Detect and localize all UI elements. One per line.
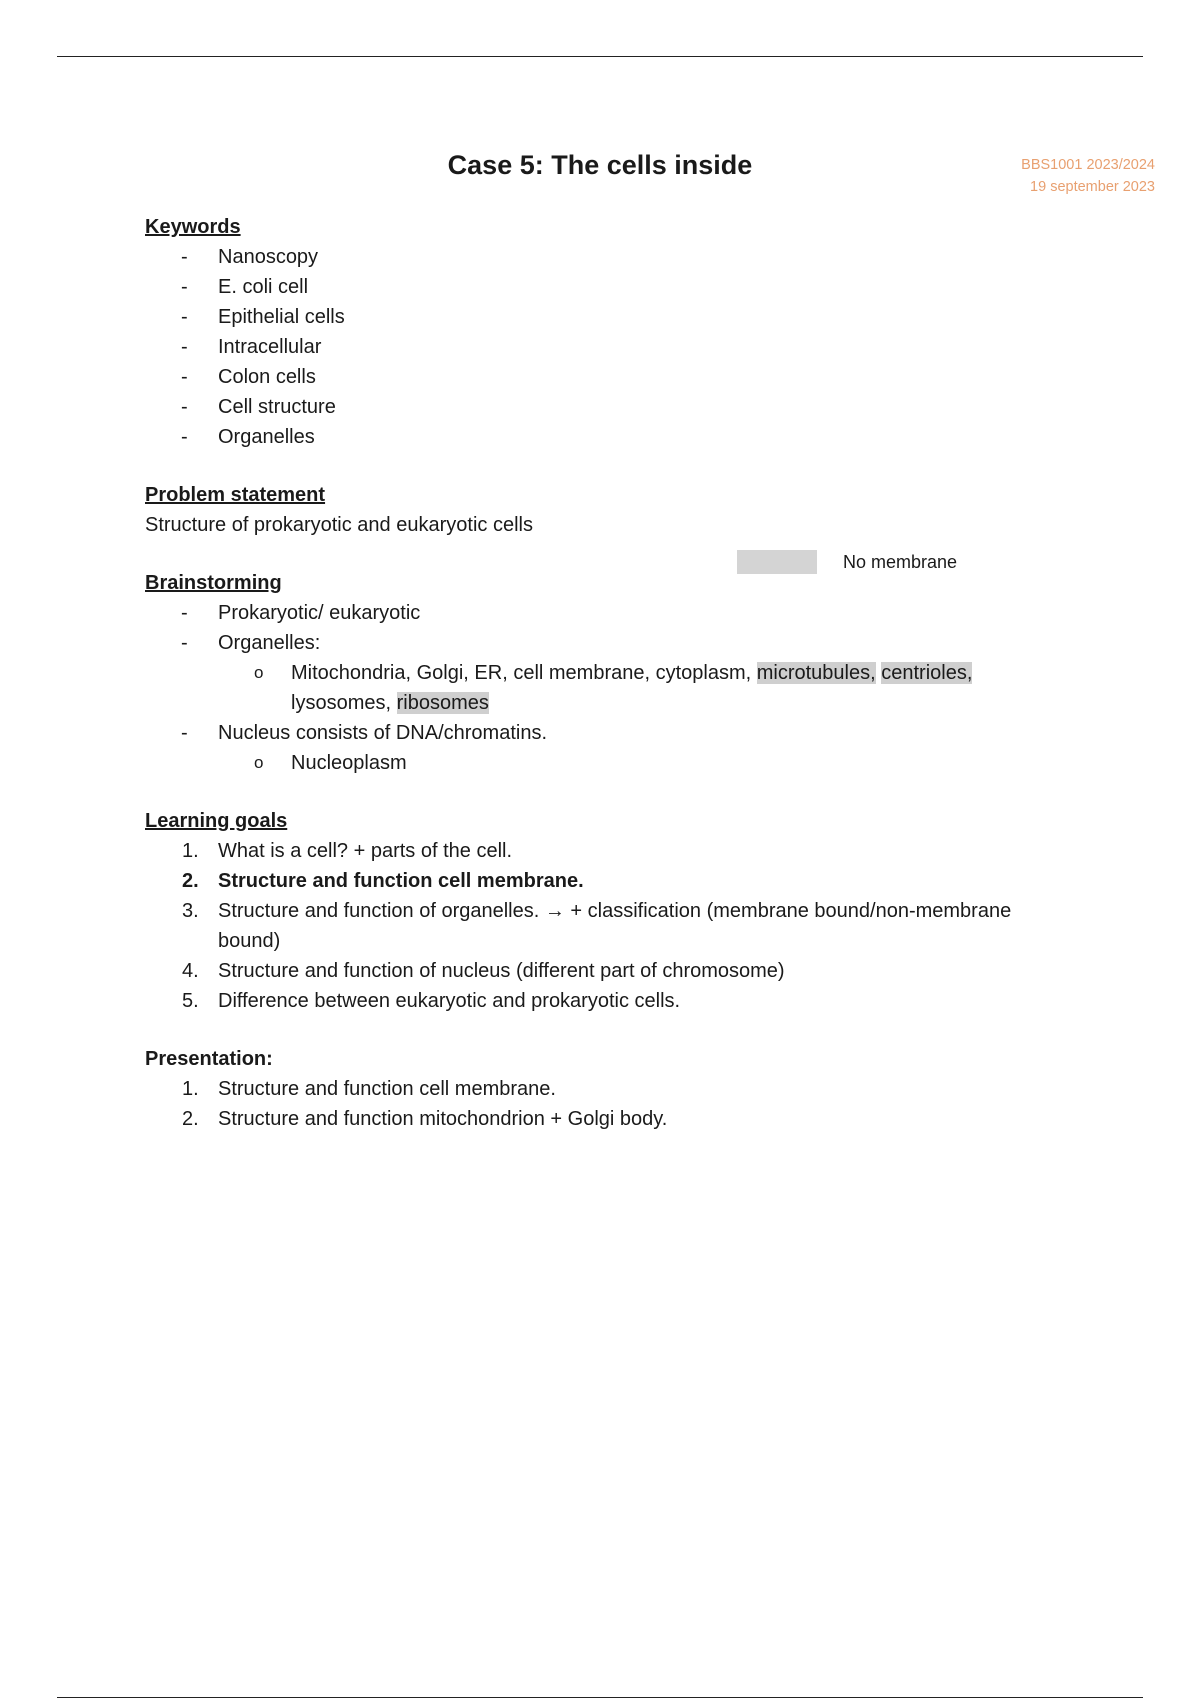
course-code: BBS1001 2023/2024 xyxy=(1021,157,1155,173)
learning-goals-heading: Learning goals xyxy=(145,810,288,832)
legend-label: No membrane xyxy=(843,552,958,572)
list-item: o Nucleoplasm xyxy=(254,752,407,774)
highlight-centrioles: centrioles, xyxy=(881,662,973,684)
list-item: - Organelles: o Mitochondria, Golgi, ER, cell membrane, cytoplasm, microtubules, centrioles, lysosomes, ribosomes xyxy=(145,628,1065,718)
list-item: - Colon cells xyxy=(181,366,316,388)
list-item: - E. coli cell xyxy=(181,276,309,298)
list-item: - Intracellular xyxy=(181,336,322,358)
list-item: - Prokaryotic/ eukaryotic xyxy=(181,602,421,624)
keywords-list xyxy=(145,242,1065,452)
document-meta xyxy=(1021,154,1155,198)
list-item: - Nanoscopy xyxy=(181,246,319,268)
list-item: 4. Structure and function of nucleus (different part of chromosome) xyxy=(182,960,785,982)
list-item: o Mitochondria, Golgi, ER, cell membrane, cytoplasm, microtubules, centrioles, lysosomes, ribosomes xyxy=(254,662,973,714)
presentation-list xyxy=(145,1074,1065,1134)
keywords-section xyxy=(145,212,1065,452)
list-item: 3. Structure and function of organelles. → + classification (membrane bound/non-membrane bound) xyxy=(182,900,1012,952)
presentation-section xyxy=(145,1044,1065,1134)
highlight-ribosomes: ribosomes xyxy=(396,692,489,714)
document-date: 19 september 2023 xyxy=(1030,179,1155,195)
list-item: - Nucleus consists of DNA/chromatins. o Nucleoplasm xyxy=(145,718,1065,778)
problem-heading: Problem statement xyxy=(145,484,326,506)
problem-text: Structure of prokaryotic and eukaryotic cells xyxy=(145,514,533,536)
nucleus-sublist xyxy=(218,748,1065,778)
brainstorming-heading: Brainstorming xyxy=(145,572,282,594)
learning-goals-section xyxy=(145,806,1065,1016)
learning-goals-list xyxy=(145,836,1065,1016)
list-item: - Cell structure xyxy=(181,396,336,418)
header-rule xyxy=(57,56,1143,57)
keywords-heading: Keywords xyxy=(145,216,241,238)
presentation-heading: Presentation: xyxy=(145,1048,273,1070)
list-item: - Epithelial cells xyxy=(181,306,345,328)
list-item: 1. Structure and function cell membrane. xyxy=(182,1078,556,1100)
list-item: - Organelles xyxy=(181,426,315,448)
page-title: Case 5: The cells inside xyxy=(447,150,753,180)
footer-rule xyxy=(57,1697,1143,1698)
brainstorming-section xyxy=(145,568,1065,778)
list-item: 5. Difference between eukaryotic and prokaryotic cells. xyxy=(182,990,681,1012)
problem-section xyxy=(145,480,1065,540)
brainstorming-list xyxy=(145,598,1065,778)
list-item: 2. Structure and function cell membrane. xyxy=(182,870,584,892)
document-body xyxy=(145,212,1065,1134)
list-item: 1. What is a cell? + parts of the cell. xyxy=(182,840,513,862)
organelles-sublist xyxy=(218,658,1065,718)
list-item: 2. Structure and function mitochondrion + Golgi body. xyxy=(182,1108,668,1130)
highlight-microtubules: microtubules, xyxy=(756,662,876,684)
